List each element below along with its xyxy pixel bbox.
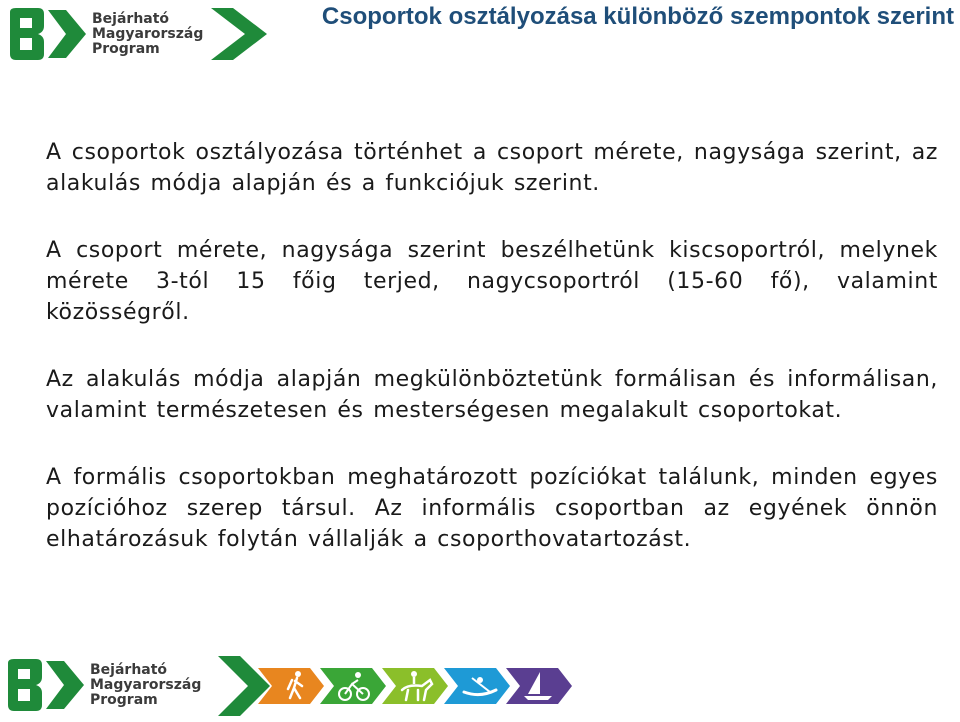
body-text [46,137,938,591]
green-arrow-icon [218,656,270,716]
logo-line-1: Bejárható [92,10,170,27]
page-title: Csoportok osztályozása különböző szempontok szerint [321,3,954,30]
bmp-logo-mark-icon [6,655,86,715]
logo-line-3: Program [92,40,160,57]
footer-logo [6,655,201,715]
bmp-logo-mark-icon [8,6,88,62]
paragraph-4: A formális csoportokban meghatározott pozíciókat találunk, minden egyes pozícióhoz szerep társul. Az informális csoportban az egyének önnön elhatározásuk folytán vállalják a csoporthovatartozást. [46,465,938,552]
logo-line-3: Program [90,691,158,708]
cyclist-icon [320,668,386,704]
paragraph-1: A csoportok osztályozása történhet a csoport mérete, nagysága szerint, az alakulás módja alapján és a funkciójuk szerint. [46,140,938,196]
logo-line-1: Bejárható [90,661,168,678]
kayak-icon [444,668,510,704]
horse-rider-icon [382,668,448,704]
paragraph-2: A csoport mérete, nagysága szerint beszélhetünk kiscsoportról, melynek mérete 3-tól 15 főig terjed, nagycsoportról (15-60 fő), valamint közösségről. [46,238,938,325]
logo-line-2: Magyarország [92,25,204,42]
logo-text [90,663,201,708]
activity-arrow-bar [218,656,590,716]
paragraph-3: Az alakulás módja alapján megkülönböztetünk formálisan és informálisan, valamint természetesen és mesterségesen megalakult csoportokat. [46,367,938,423]
sailboat-icon [506,668,572,704]
logo-text [92,12,203,57]
program-logo [8,6,283,62]
logo-line-2: Magyarország [90,676,202,693]
